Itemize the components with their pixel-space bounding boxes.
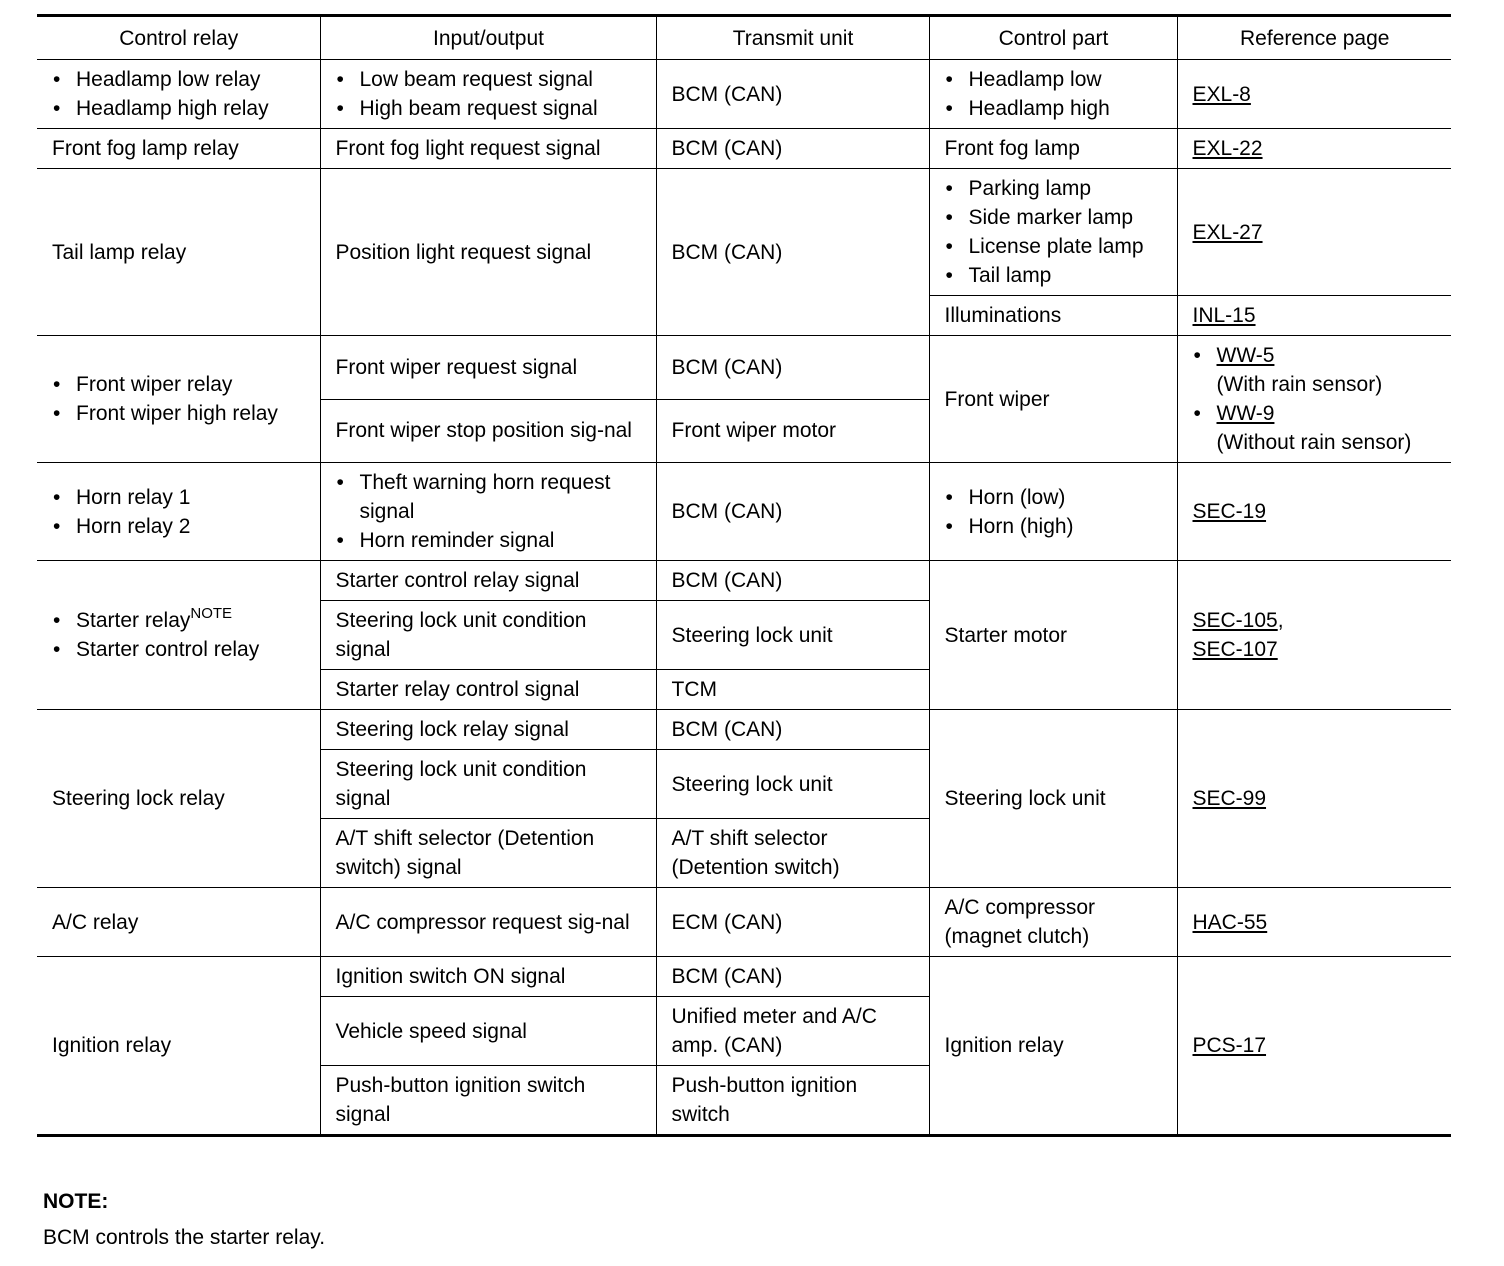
transmit-unit-cell: TCM	[656, 670, 929, 710]
bullet-item: • Theft warning horn request signal	[336, 468, 642, 526]
bullet-item: • Headlamp low relay	[52, 65, 306, 94]
input-output-cell: Front fog light request signal	[320, 129, 656, 169]
reference-link[interactable]: SEC-99	[1192, 787, 1267, 810]
input-output-cell: Front wiper request signal	[320, 336, 656, 400]
relay-table	[37, 14, 1451, 1137]
table-row	[37, 710, 1451, 750]
reference-link[interactable]: SEC-19	[1192, 500, 1267, 523]
reference-link[interactable]: SEC-105	[1192, 609, 1278, 632]
table-row	[37, 561, 1451, 601]
bullet-item: • Low beam request signal	[336, 65, 642, 94]
control-relay-cell: Steering lock relay	[37, 710, 320, 888]
reference-link[interactable]: EXL-8	[1192, 82, 1251, 106]
bullet-item: • High beam request signal	[336, 94, 642, 123]
bullet-item	[1193, 399, 1438, 457]
control-part-cell	[929, 169, 1177, 296]
table-row	[37, 957, 1451, 997]
control-relay-cell: Ignition relay	[37, 957, 320, 1136]
reference-cell	[1177, 710, 1451, 888]
input-output-cell: Steering lock unit condition signal	[320, 750, 656, 819]
control-part-cell: Ignition relay	[929, 957, 1177, 1136]
bullet-item: • Parking lamp	[945, 174, 1163, 203]
reference-link[interactable]: EXL-22	[1192, 137, 1263, 160]
bullet-item: • Horn (high)	[945, 512, 1163, 541]
table-row	[37, 336, 1451, 400]
transmit-unit-cell: Steering lock unit	[656, 750, 929, 819]
transmit-unit-cell: BCM (CAN)	[656, 463, 929, 561]
note-title: NOTE:	[43, 1190, 109, 1213]
input-output-cell: A/C compressor request sig-nal	[320, 888, 656, 957]
transmit-unit-cell: BCM (CAN)	[656, 129, 929, 169]
control-relay-cell	[37, 60, 320, 129]
transmit-unit-cell: Unified meter and A/C amp. (CAN)	[656, 997, 929, 1066]
control-part-cell: Front fog lamp	[929, 129, 1177, 169]
transmit-unit-cell: BCM (CAN)	[656, 60, 929, 129]
control-part-cell: Illuminations	[929, 296, 1177, 336]
reference-link[interactable]: PCS-17	[1192, 1034, 1267, 1057]
control-part-cell	[929, 463, 1177, 561]
input-output-cell: Ignition switch ON signal	[320, 957, 656, 997]
control-part-cell: Steering lock unit	[929, 710, 1177, 888]
transmit-unit-cell: BCM (CAN)	[656, 169, 929, 336]
bullet-item	[52, 606, 306, 635]
bullet-item: • Headlamp low	[945, 65, 1163, 94]
starter-relay-label: Starter relay	[76, 609, 191, 632]
control-relay-cell: Tail lamp relay	[37, 169, 320, 336]
input-output-cell	[320, 463, 656, 561]
bullet-item: • Tail lamp	[945, 261, 1163, 290]
bullet-item: • Starter control relay	[52, 635, 306, 664]
input-output-cell: Starter control relay signal	[320, 561, 656, 601]
col-control-part: Control part	[929, 16, 1177, 60]
input-output-cell: Push-button ignition switch signal	[320, 1066, 656, 1136]
control-part-cell	[929, 60, 1177, 129]
input-output-cell: Front wiper stop position sig-nal	[320, 399, 656, 463]
reference-cell: SEC-105, SEC-107	[1177, 561, 1451, 710]
transmit-unit-cell: Front wiper motor	[656, 399, 929, 463]
reference-cell	[1177, 463, 1451, 561]
input-output-cell: Steering lock relay signal	[320, 710, 656, 750]
reference-cell	[1177, 169, 1451, 296]
table-row	[37, 60, 1451, 129]
reference-cell	[1177, 957, 1451, 1136]
reference-cell	[1177, 60, 1451, 129]
bullet-item: • Horn relay 2	[52, 512, 306, 541]
reference-link[interactable]: WW-9	[1216, 402, 1275, 425]
note-text: BCM controls the starter relay.	[43, 1226, 326, 1249]
transmit-unit-cell: Steering lock unit	[656, 601, 929, 670]
control-relay-cell: Front fog lamp relay	[37, 129, 320, 169]
transmit-unit-cell: BCM (CAN)	[656, 336, 929, 400]
table-row	[37, 463, 1451, 561]
bullet-item	[1193, 341, 1438, 399]
input-output-cell: Steering lock unit condition signal	[320, 601, 656, 670]
control-part-cell: Starter motor	[929, 561, 1177, 710]
bullet-item: • Headlamp high relay	[52, 94, 306, 123]
bullet-item: • Front wiper relay	[52, 370, 306, 399]
reference-cell	[1177, 129, 1451, 169]
reference-note: (Without rain sensor)	[1216, 431, 1412, 454]
table-row	[37, 129, 1451, 169]
control-relay-cell	[37, 463, 320, 561]
input-output-cell: Starter relay control signal	[320, 670, 656, 710]
input-output-cell: Vehicle speed signal	[320, 997, 656, 1066]
header-row	[37, 16, 1451, 60]
reference-cell	[1177, 296, 1451, 336]
input-output-cell: Position light request signal	[320, 169, 656, 336]
reference-cell	[1177, 336, 1451, 463]
bullet-item: • Horn reminder signal	[336, 526, 642, 555]
reference-link[interactable]: INL-15	[1192, 304, 1256, 327]
control-relay-cell	[37, 561, 320, 710]
note-marker: NOTE	[190, 605, 233, 622]
bullet-item: • License plate lamp	[945, 232, 1163, 261]
input-output-cell: A/T shift selector (Detention switch) signal	[320, 819, 656, 888]
bullet-item: • Side marker lamp	[945, 203, 1163, 232]
reference-link[interactable]: EXL-27	[1192, 220, 1263, 244]
col-reference-page: Reference page	[1177, 16, 1451, 60]
reference-cell	[1177, 888, 1451, 957]
transmit-unit-cell: ECM (CAN)	[656, 888, 929, 957]
bullet-item: • Front wiper high relay	[52, 399, 306, 428]
reference-link[interactable]: HAC-55	[1192, 910, 1268, 934]
bullet-item: • Horn (low)	[945, 483, 1163, 512]
input-output-cell	[320, 60, 656, 129]
reference-link[interactable]: WW-5	[1216, 344, 1275, 367]
transmit-unit-cell: BCM (CAN)	[656, 957, 929, 997]
col-control-relay: Control relay	[37, 16, 320, 60]
table-row	[37, 888, 1451, 957]
control-relay-cell: A/C relay	[37, 888, 320, 957]
reference-note: (With rain sensor)	[1216, 373, 1383, 396]
transmit-unit-cell: A/T shift selector (Detention switch)	[656, 819, 929, 888]
transmit-unit-cell: Push-button ignition switch	[656, 1066, 929, 1136]
col-input-output: Input/output	[320, 16, 656, 60]
transmit-unit-cell: BCM (CAN)	[656, 561, 929, 601]
control-part-cell: Front wiper	[929, 336, 1177, 463]
bullet-item: • Horn relay 1	[52, 483, 306, 512]
control-relay-cell	[37, 336, 320, 463]
control-part-cell: A/C compressor (magnet clutch)	[929, 888, 1177, 957]
reference-link[interactable]: SEC-107	[1192, 638, 1278, 661]
table-row	[37, 169, 1451, 296]
col-transmit-unit: Transmit unit	[656, 16, 929, 60]
transmit-unit-cell: BCM (CAN)	[656, 710, 929, 750]
bullet-item: • Headlamp high	[945, 94, 1163, 123]
